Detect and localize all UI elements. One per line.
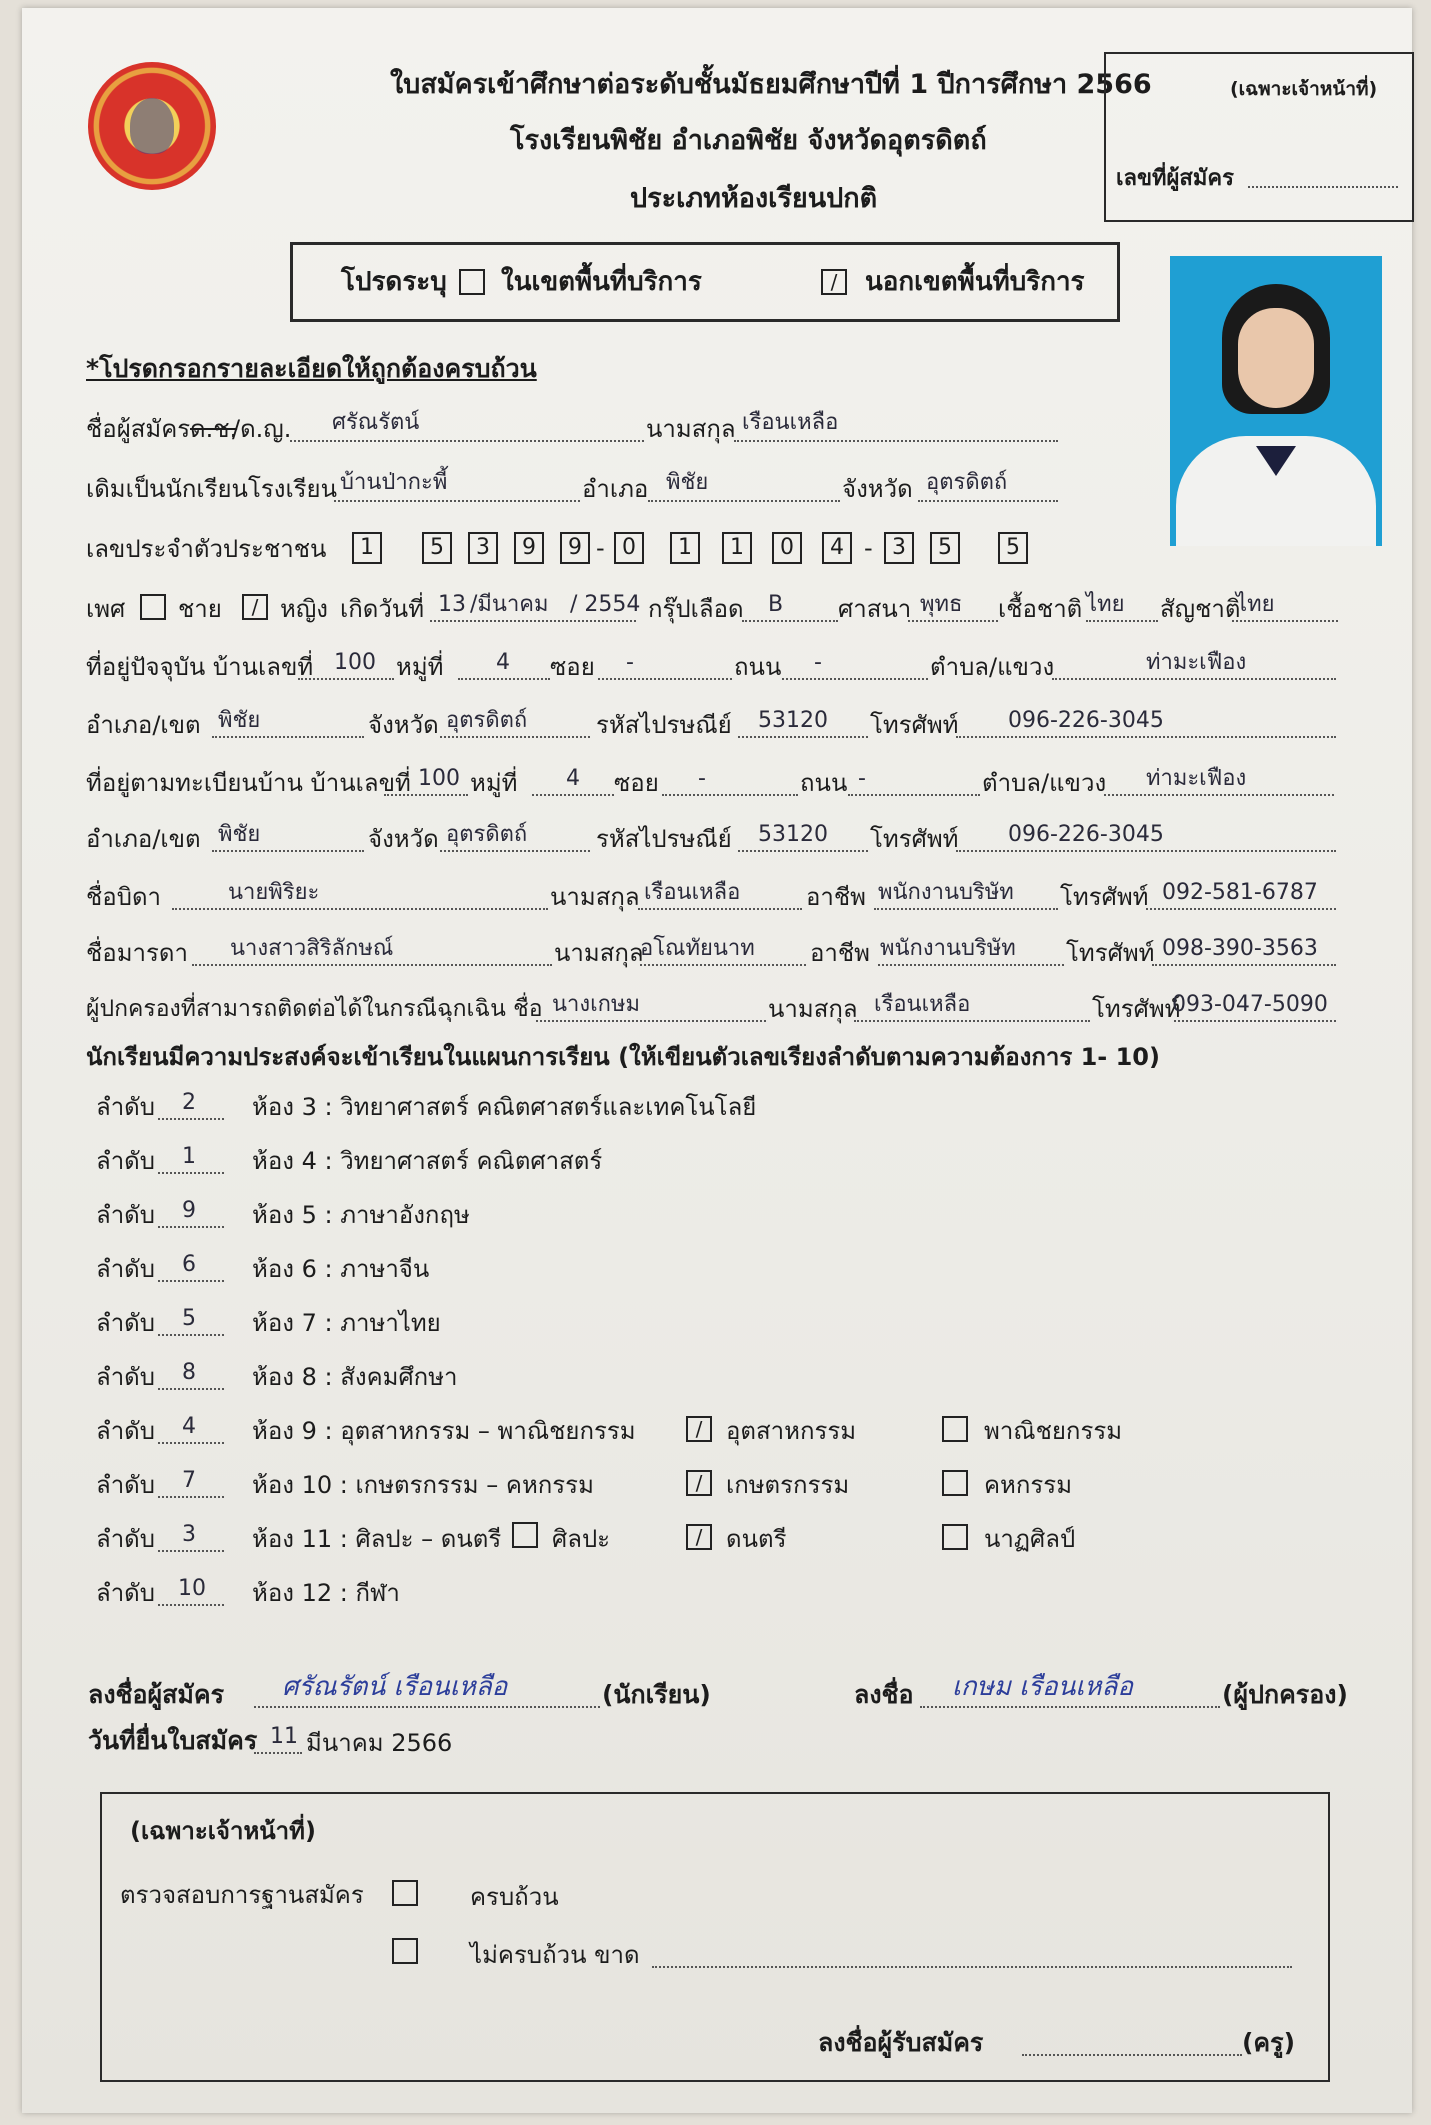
male-checkbox[interactable] — [140, 594, 166, 620]
room-label: ห้อง 4 : วิทยาศาสตร์ คณิตศาสตร์ — [252, 1147, 603, 1175]
room-label: ห้อง 6 : ภาษาจีน — [252, 1255, 430, 1283]
registered-province[interactable]: อุตรดิตถ์ — [446, 822, 528, 847]
applicant-signature[interactable]: ศรัณรัตน์ เรือนเหลือ — [282, 1672, 508, 1702]
nationality-label: สัญชาติ — [1160, 595, 1241, 623]
agriculture-checkbox[interactable]: / — [686, 1470, 712, 1496]
id-separator: - — [596, 534, 605, 562]
guardian-sign-label: ลงชื่อ — [854, 1680, 914, 1709]
title-female: /ด.ญ. — [232, 415, 292, 443]
id-digit[interactable]: 1 — [670, 532, 700, 564]
agriculture-label: เกษตรกรรม — [726, 1471, 850, 1499]
current-subdistrict[interactable]: ท่ามะเฟือง — [1146, 650, 1247, 675]
room-label: ห้อง 5 : ภาษาอังกฤษ — [252, 1201, 470, 1229]
father-surname[interactable]: เรือนเหลือ — [644, 880, 741, 905]
mother-phone[interactable]: 098-390-3563 — [1162, 936, 1318, 961]
missing-items-line[interactable] — [652, 1966, 1292, 1968]
moo-label: หมู่ที่ — [396, 653, 444, 681]
nationality-value[interactable]: ไทย — [1236, 592, 1275, 617]
in-area-label: ในเขตพื้นที่บริการ — [501, 267, 702, 297]
in-area-checkbox[interactable] — [459, 269, 485, 295]
industry-checkbox[interactable]: / — [686, 1416, 712, 1442]
drama-label: นาฏศิลป์ — [984, 1525, 1076, 1553]
teacher-label: (ครู) — [1242, 2028, 1296, 2057]
mother-job[interactable]: พนักงานบริษัท — [880, 936, 1016, 961]
music-checkbox[interactable]: / — [686, 1524, 712, 1550]
female-checkbox[interactable]: / — [242, 594, 268, 620]
rank-value[interactable]: 9 — [182, 1198, 196, 1223]
surname-label: นามสกุล — [550, 883, 640, 911]
applicant-photo — [1170, 256, 1382, 546]
soi-label: ซอย — [550, 653, 595, 681]
religion-value[interactable]: พุทธ — [920, 592, 963, 617]
first-name-value[interactable]: ศรัณรัตน์ — [332, 410, 420, 435]
postal-label: รหัสไปรษณีย์ — [596, 711, 732, 739]
commerce-label: พาณิชยกรรม — [984, 1417, 1123, 1445]
subdistrict-label: ตำบล/แขวง — [930, 653, 1055, 681]
staff-section-title: (เฉพาะเจ้าหน้าที่) — [130, 1817, 316, 1845]
complete-checkbox[interactable] — [392, 1880, 418, 1906]
rank-label: ลำดับ — [96, 1525, 156, 1553]
id-digit[interactable]: 0 — [614, 532, 644, 564]
registered-postal[interactable]: 53120 — [758, 822, 828, 847]
prev-province-label: จังหวัด — [842, 475, 913, 503]
registered-road[interactable]: - — [858, 766, 866, 791]
student-label: (นักเรียน) — [602, 1680, 711, 1709]
prev-province-value[interactable]: อุตรดิตถ์ — [926, 470, 1008, 495]
service-area-box — [290, 242, 1120, 322]
blood-value[interactable]: B — [768, 592, 784, 617]
current-soi[interactable]: - — [626, 650, 634, 675]
instruction-text: *โปรดกรอกรายละเอียดให้ถูกต้องครบถ้วน — [86, 354, 537, 383]
incomplete-label: ไม่ครบถ้วน ขาด — [470, 1941, 640, 1969]
incomplete-checkbox[interactable] — [392, 1938, 418, 1964]
submit-month-year: มีนาคม 2566 — [306, 1729, 453, 1757]
female-label: หญิง — [280, 595, 328, 623]
postal-label: รหัสไปรษณีย์ — [596, 825, 732, 853]
current-moo[interactable]: 4 — [496, 650, 510, 675]
registered-subdistrict[interactable]: ท่ามะเฟือง — [1146, 766, 1247, 791]
prev-district-value[interactable]: พิชัย — [666, 470, 709, 495]
room-label: ห้อง 10 : เกษตรกรรม – คหกรรม — [252, 1471, 594, 1499]
id-digit[interactable]: 5 — [998, 532, 1028, 564]
father-name[interactable]: นายพิริยะ — [228, 880, 320, 905]
home-economics-label: คหกรรม — [984, 1471, 1073, 1499]
school-name: โรงเรียนพิชัย อำเภอพิชัย จังหวัดอุตรดิตถ์ — [510, 125, 987, 156]
dob-day[interactable]: 13 — [438, 592, 466, 617]
form-title: ใบสมัครเข้าศึกษาต่อระดับชั้นมัธยมศึกษาปีที่ 1 ปีการศึกษา 2566 — [390, 69, 1152, 100]
room-label: ห้อง 8 : สังคมศึกษา — [252, 1363, 458, 1391]
classroom-type: ประเภทห้องเรียนปกติ — [630, 183, 878, 214]
art-label: ศิลปะ — [552, 1525, 611, 1553]
rank-label: ลำดับ — [96, 1309, 156, 1337]
surname-label: นามสกุล — [646, 415, 736, 443]
application-form — [22, 8, 1412, 2113]
guardian-phone[interactable]: 093-047-5090 — [1172, 992, 1328, 1017]
road-label: ถนน — [734, 653, 782, 681]
id-separator: - — [864, 534, 873, 562]
rank-label: ลำดับ — [96, 1417, 156, 1445]
guardian-role-label: (ผู้ปกครอง) — [1222, 1680, 1348, 1709]
submit-day[interactable]: 11 — [270, 1724, 298, 1749]
job-label: อาชีพ — [810, 939, 870, 967]
music-label: ดนตรี — [726, 1525, 787, 1553]
current-phone[interactable]: 096-226-3045 — [1008, 708, 1164, 733]
id-digit[interactable]: 5 — [422, 532, 452, 564]
rank-label: ลำดับ — [96, 1471, 156, 1499]
rank-value[interactable]: 1 — [182, 1144, 196, 1169]
phone-label: โทรศัพท์ — [1066, 939, 1155, 967]
applicant-sign-label: ลงชื่อผู้สมัคร — [88, 1680, 225, 1709]
title-male: ด.ช. — [190, 415, 238, 443]
rank-label: ลำดับ — [96, 1579, 156, 1607]
art-checkbox[interactable] — [512, 1522, 538, 1548]
dob-year[interactable]: / 2554 — [570, 592, 641, 617]
district-label: อำเภอ/เขต — [86, 711, 201, 739]
rank-label: ลำดับ — [96, 1201, 156, 1229]
room-label: ห้อง 12 : กีฬา — [252, 1579, 400, 1607]
prev-school-label: เดิมเป็นนักเรียนโรงเรียน — [86, 475, 338, 503]
home-economics-checkbox[interactable] — [942, 1470, 968, 1496]
father-label: ชื่อบิดา — [86, 883, 161, 911]
registered-soi[interactable]: - — [698, 766, 706, 791]
current-address-label: ที่อยู่ปัจจุบัน บ้านเลขที่ — [86, 653, 314, 681]
school-seal-logo — [88, 62, 216, 190]
rank-value[interactable]: 7 — [182, 1468, 196, 1493]
job-label: อาชีพ — [806, 883, 866, 911]
phone-label: โทรศัพท์ — [870, 825, 959, 853]
receiver-sign-label: ลงชื่อผู้รับสมัคร — [818, 2028, 984, 2057]
blood-label: กรุ๊ปเลือด — [648, 595, 744, 623]
id-label: เลขประจำตัวประชาชน — [86, 535, 327, 563]
phone-label: โทรศัพท์ — [1060, 883, 1149, 911]
district-label: อำเภอ/เขต — [86, 825, 201, 853]
id-digit[interactable]: 5 — [930, 532, 960, 564]
submit-date-label: วันที่ยื่นใบสมัคร — [88, 1726, 258, 1755]
surname-label: นามสกุล — [554, 939, 644, 967]
phone-label: โทรศัพท์ — [1092, 995, 1181, 1023]
applicant-no-label: เลขที่ผู้สมัคร — [1116, 166, 1234, 191]
phone-label: โทรศัพท์ — [870, 711, 959, 739]
registered-district[interactable]: พิชัย — [218, 822, 261, 847]
id-digit[interactable]: 1 — [722, 532, 752, 564]
moo-label: หมู่ที่ — [470, 769, 518, 797]
current-district[interactable]: พิชัย — [218, 708, 261, 733]
rank-value[interactable]: 2 — [182, 1090, 196, 1115]
race-value[interactable]: ไทย — [1086, 592, 1125, 617]
prev-district-label: อำเภอ — [582, 475, 649, 503]
rank-label: ลำดับ — [96, 1093, 156, 1121]
rank-value[interactable]: 8 — [182, 1360, 196, 1385]
rank-value[interactable]: 10 — [178, 1576, 206, 1601]
registered-house-no[interactable]: 100 — [418, 766, 460, 791]
mother-name[interactable]: นางสาวสิริลักษณ์ — [230, 936, 394, 961]
mother-surname[interactable]: อโณทัยนาท — [640, 936, 755, 961]
dob-label: เกิดวันที่ — [340, 595, 425, 623]
plan-heading: นักเรียนมีความประสงค์จะเข้าเรียนในแผนการเรียน (ให้เขียนตัวเลขเรียงลำดับตามความต้องการ 1- 10) — [86, 1043, 1160, 1071]
receiver-sign-line[interactable] — [1022, 2054, 1242, 2056]
prev-school-value[interactable]: บ้านป่ากะพี้ — [340, 470, 448, 495]
guardian-label: ผู้ปกครองที่สามารถติดต่อได้ในกรณีฉุกเฉิน ชื่อ — [86, 996, 543, 1022]
staff-applicant-box — [1104, 52, 1414, 222]
rank-value[interactable]: 3 — [182, 1522, 196, 1547]
male-label: ชาย — [178, 595, 222, 623]
current-province[interactable]: อุตรดิตถ์ — [446, 708, 528, 733]
commerce-checkbox[interactable] — [942, 1416, 968, 1442]
surname-label: นามสกุล — [768, 995, 858, 1023]
province-label: จังหวัด — [368, 711, 439, 739]
current-house-no[interactable]: 100 — [334, 650, 376, 675]
guardian-name[interactable]: นางเกษม — [552, 992, 640, 1017]
name-label: ชื่อผู้สมัคร — [86, 415, 191, 443]
industry-label: อุตสาหกรรม — [726, 1417, 857, 1445]
rank-value[interactable]: 4 — [182, 1414, 196, 1439]
soi-label: ซอย — [614, 769, 659, 797]
id-digit[interactable]: 3 — [884, 532, 914, 564]
father-job[interactable]: พนักงานบริษัท — [878, 880, 1014, 905]
applicant-no-line[interactable] — [1248, 186, 1398, 188]
staff-only-label: (เฉพาะเจ้าหน้าที่) — [1230, 78, 1378, 100]
registered-phone[interactable]: 096-226-3045 — [1008, 822, 1164, 847]
id-digit[interactable]: 9 — [560, 532, 590, 564]
staff-section — [100, 1792, 1330, 2082]
race-label: เชื้อชาติ — [998, 595, 1083, 623]
staff-check-label: ตรวจสอบการฐานสมัคร — [120, 1881, 364, 1909]
guardian-surname[interactable]: เรือนเหลือ — [874, 992, 971, 1017]
guardian-signature[interactable]: เกษม เรือนเหลือ — [952, 1672, 1133, 1702]
id-digit[interactable]: 3 — [468, 532, 498, 564]
dob-month[interactable]: /มีนาคม — [470, 592, 549, 617]
religion-label: ศาสนา — [838, 595, 912, 623]
id-digit[interactable]: 1 — [352, 532, 382, 564]
current-postal[interactable]: 53120 — [758, 708, 828, 733]
rank-value[interactable]: 6 — [182, 1252, 196, 1277]
rank-label: ลำดับ — [96, 1147, 156, 1175]
road-label: ถนน — [800, 769, 848, 797]
rank-label: ลำดับ — [96, 1363, 156, 1391]
surname-value[interactable]: เรือนเหลือ — [742, 410, 839, 435]
id-digit[interactable]: 4 — [822, 532, 852, 564]
out-area-label: นอกเขตพื้นที่บริการ — [865, 267, 1085, 297]
province-label: จังหวัด — [368, 825, 439, 853]
service-area-label: โปรดระบุ — [341, 267, 447, 297]
id-digit[interactable]: 0 — [772, 532, 802, 564]
room-label: ห้อง 3 : วิทยาศาสตร์ คณิตศาสตร์และเทคโนโลยี — [252, 1093, 757, 1121]
drama-checkbox[interactable] — [942, 1524, 968, 1550]
out-area-checkbox[interactable]: / — [821, 269, 847, 295]
father-phone[interactable]: 092-581-6787 — [1162, 880, 1318, 905]
room-label: ห้อง 7 : ภาษาไทย — [252, 1309, 441, 1337]
rank-value[interactable]: 5 — [182, 1306, 196, 1331]
mother-label: ชื่อมารดา — [86, 939, 188, 967]
registered-moo[interactable]: 4 — [566, 766, 580, 791]
complete-label: ครบถ้วน — [470, 1883, 559, 1911]
registered-address-label: ที่อยู่ตามทะเบียนบ้าน บ้านเลขที่ — [86, 769, 411, 797]
subdistrict-label: ตำบล/แขวง — [982, 769, 1107, 797]
id-digit[interactable]: 9 — [514, 532, 544, 564]
rank-label: ลำดับ — [96, 1255, 156, 1283]
current-road[interactable]: - — [814, 650, 822, 675]
sex-label: เพศ — [86, 595, 126, 623]
room-label: ห้อง 9 : อุตสาหกรรม – พาณิชยกรรม — [252, 1417, 636, 1445]
room-label: ห้อง 11 : ศิลปะ – ดนตรี — [252, 1525, 502, 1553]
